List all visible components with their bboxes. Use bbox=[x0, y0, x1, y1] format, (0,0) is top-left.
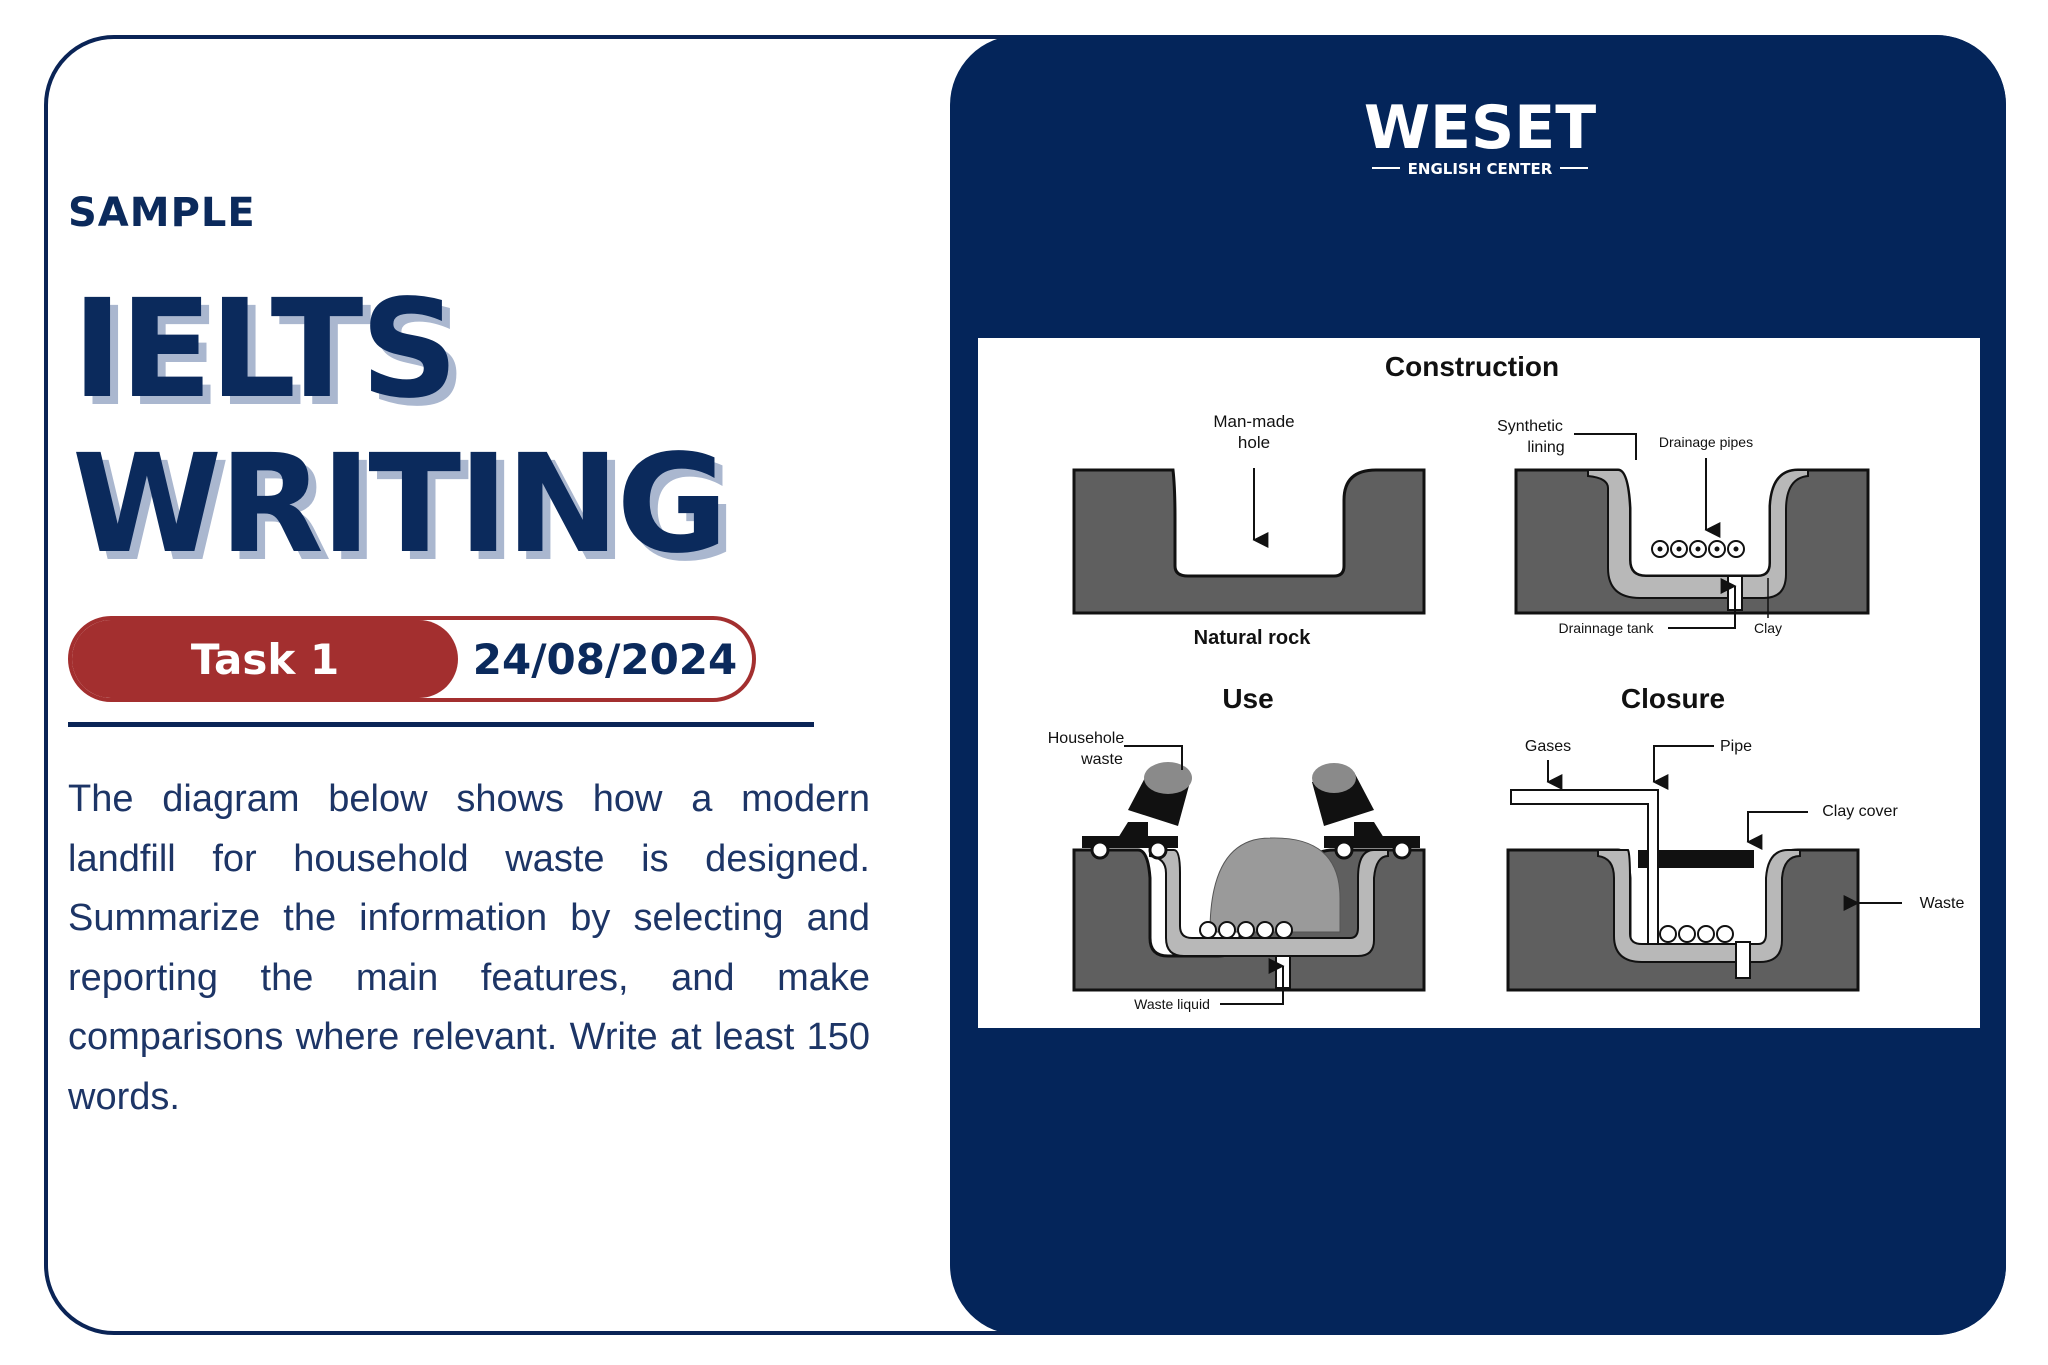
label-drainage-tank: Drainnage tank bbox=[1558, 620, 1654, 636]
truck-left bbox=[1082, 762, 1192, 858]
label-household-2: waste bbox=[1081, 751, 1123, 768]
label-waste: Waste bbox=[1919, 895, 1965, 912]
logo-wordmark: WESET bbox=[1363, 93, 1597, 163]
divider bbox=[68, 722, 814, 727]
title-ielts: IELTS bbox=[72, 271, 456, 429]
label-pipe: Pipe bbox=[1719, 738, 1753, 755]
label-gases: Gases bbox=[1524, 738, 1572, 755]
logo-tagline: ENGLISH CENTER bbox=[1407, 160, 1553, 178]
panel-lined bbox=[1497, 418, 1868, 636]
label-clay: Clay bbox=[1753, 620, 1783, 636]
truck-right bbox=[1312, 763, 1420, 858]
title-writing: WRITING bbox=[72, 426, 726, 584]
label-synthetic-2: lining bbox=[1527, 439, 1565, 456]
weset-logo bbox=[1352, 90, 1608, 180]
task-date: 24/08/2024 bbox=[472, 634, 738, 684]
label-household-1: Householе bbox=[1047, 730, 1125, 747]
use-title: Use bbox=[1222, 683, 1274, 714]
label-natural-rock: Natural rock bbox=[1193, 627, 1311, 649]
label-synthetic-1: Synthetic bbox=[1497, 418, 1563, 435]
sample-label: SAMPLE bbox=[68, 190, 256, 236]
label-waste-liquid: Waste liquid bbox=[1134, 996, 1210, 1012]
label-man-made-1: Man-made bbox=[1213, 412, 1295, 431]
label-clay-cover: Clay cover bbox=[1822, 803, 1898, 820]
task-badge: Task 1 bbox=[72, 620, 458, 698]
panel-use bbox=[1048, 730, 1424, 1012]
task-date-pill bbox=[68, 616, 756, 702]
panel-hole bbox=[1074, 412, 1424, 649]
label-man-made-2: hole bbox=[1237, 433, 1271, 452]
task-prompt: The diagram below shows how a modern landfill for household waste is designed. Summarize the information by selecting and reporting the main features, and make comparisons where relevant. Write at least 150 words. bbox=[68, 778, 870, 1118]
construction-title: Construction bbox=[1384, 351, 1560, 382]
landfill-diagram bbox=[978, 338, 1980, 1028]
label-drainage-pipes: Drainage pipes bbox=[1658, 434, 1754, 450]
panel-closure bbox=[1508, 738, 1964, 990]
closure-title: Closure bbox=[1620, 683, 1726, 714]
